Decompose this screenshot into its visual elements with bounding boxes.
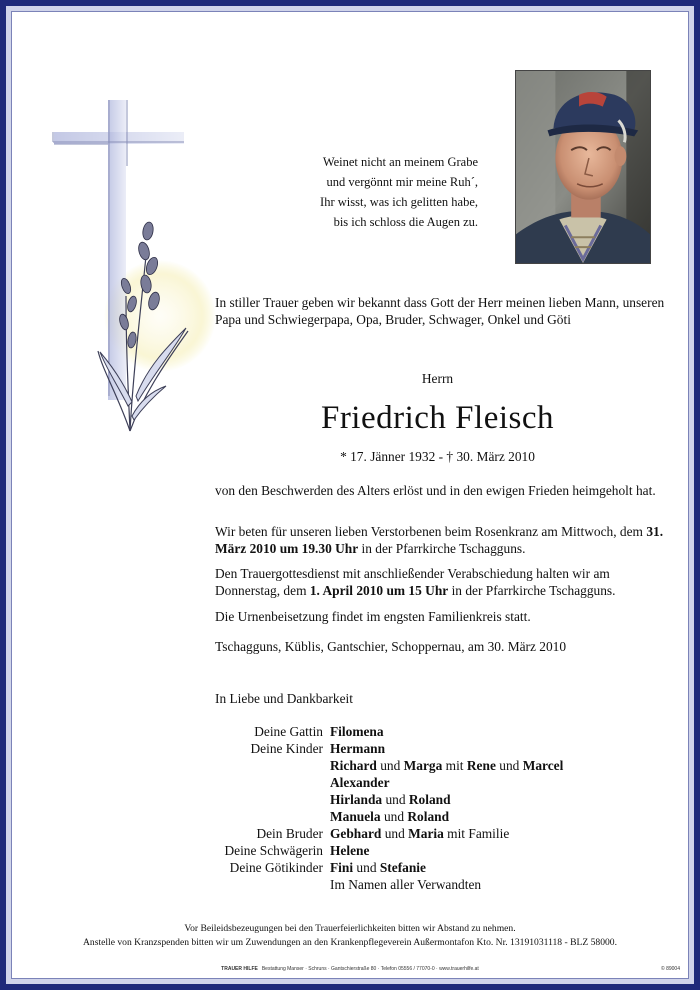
family-connector: und xyxy=(381,826,409,841)
poem xyxy=(238,152,478,232)
family-member-name: Filomena xyxy=(330,724,384,739)
family-member-names xyxy=(330,859,426,876)
family-connector: und xyxy=(376,758,404,773)
funeral-home-imprint xyxy=(0,966,700,972)
copyright-mark: © 89004 xyxy=(661,966,680,972)
family-relation-label: Dein Bruder xyxy=(256,826,323,841)
family-row xyxy=(0,825,700,842)
family-member-name: Hermann xyxy=(330,741,386,756)
family-member-name: Roland xyxy=(407,809,450,824)
footer-notice xyxy=(0,922,700,950)
poem-line: Ihr wisst, was ich gelitten habe, xyxy=(320,195,478,209)
poem-line: bis ich schloss die Augen zu. xyxy=(333,215,478,229)
family-relation-label: Deine Kinder xyxy=(250,741,323,756)
family-member-names xyxy=(330,876,481,893)
family-member-name: Marga xyxy=(403,758,443,773)
family-member-names xyxy=(330,842,369,859)
family-member-name: Gebhard xyxy=(330,826,382,841)
family-member-names xyxy=(330,723,384,740)
closing-phrase: In Liebe und Dankbarkeit xyxy=(215,691,353,706)
family-member-names xyxy=(330,757,563,774)
cross-and-wheat-icon xyxy=(48,96,218,441)
family-member-name: Roland xyxy=(408,792,451,807)
intro-text: In stiller Trauer geben wir bekannt dass Gott der Herr meinen lieben Mann, unseren Papa und Schwiegerpapa, Opa, Bruder, Schwager, Onkel und Göti xyxy=(215,295,665,328)
family-member-name: Marcel xyxy=(522,758,564,773)
family-relation-label: Deine Schwägerin xyxy=(224,843,323,858)
family-connector: mit xyxy=(442,758,467,773)
poem-line: Weinet nicht an meinem Grabe xyxy=(322,155,478,169)
family-row xyxy=(0,876,700,893)
family-member-name: Fini xyxy=(330,860,354,875)
family-member-names xyxy=(330,808,449,825)
family-relation-label: Deine Gattin xyxy=(254,724,323,739)
salutation: Herrn xyxy=(421,371,454,386)
family-member-names xyxy=(330,825,509,842)
family-connector: und xyxy=(353,860,380,875)
footer-donation-note: Anstelle von Kranzspenden bitten wir um Zuwendungen an den Krankenpflegeverein Außermontafon Kto. Nr. 13191031118 - BLZ 58000. xyxy=(82,937,617,948)
family-member-name: Richard xyxy=(330,758,377,773)
family-connector: und xyxy=(380,809,408,824)
family-member-name: Maria xyxy=(408,826,444,841)
family-member-name: Hirlanda xyxy=(330,792,383,807)
portrait-photo xyxy=(515,70,651,264)
paragraph-released: von den Beschwerden des Alters erlöst und in den ewigen Frieden heimgeholt hat. xyxy=(215,483,656,498)
family-member-name: Stefanie xyxy=(379,860,426,875)
family-list xyxy=(0,723,700,893)
family-relation-label: Deine Götikinder xyxy=(229,860,323,875)
paragraph-funeral-service xyxy=(215,565,670,600)
service-datetime: 1. April 2010 um 15 Uhr xyxy=(309,583,449,599)
family-member-names xyxy=(330,740,385,757)
funeral-home-brand: TRAUER HILFE xyxy=(221,966,258,972)
paragraph-urn-burial: Die Urnenbeisetzung findet im engsten Familienkreis statt. xyxy=(215,609,531,624)
family-member-names xyxy=(330,791,451,808)
family-row xyxy=(0,808,700,825)
paragraph-rosary xyxy=(215,523,670,558)
family-row xyxy=(0,859,700,876)
footer-condolence-note: Vor Beileidsbezeugungen bei den Trauerfeierlichkeiten bitten wir Abstand zu nehmen. xyxy=(184,923,516,934)
family-member-name: Helene xyxy=(330,843,370,858)
family-row xyxy=(0,842,700,859)
family-row xyxy=(0,740,700,757)
funeral-home-contact: Bestattung Manser · Schruns · Gantschierstraße 80 · Telefon 05556 / 77070-0 · www.trauerhilfe.at xyxy=(261,966,479,972)
family-member-names xyxy=(330,774,390,791)
rosary-datetime: 31. März 2010 um 19.30 Uhr xyxy=(215,524,664,557)
family-connector: und xyxy=(495,758,523,773)
family-connector: mit Familie xyxy=(443,826,510,841)
family-row xyxy=(0,774,700,791)
place-and-date: Tschagguns, Küblis, Gantschier, Schoppernau, am 30. März 2010 xyxy=(215,639,567,654)
family-member-name: Rene xyxy=(466,758,496,773)
family-connector: Im Namen aller Verwandten xyxy=(330,877,482,892)
family-member-name: Manuela xyxy=(330,809,381,824)
service-text: Den Trauergottesdienst mit anschließender Verabschiedung halten wir am Donnerstag, dem xyxy=(215,566,610,599)
rosary-text: Wir beten für unseren lieben Verstorbenen beim Rosenkranz am Mittwoch, dem xyxy=(215,524,647,539)
life-dates: * 17. Jänner 1932 - † 30. März 2010 xyxy=(340,449,535,464)
family-row xyxy=(0,757,700,774)
rosary-location: in der Pfarrkirche Tschagguns. xyxy=(358,541,526,557)
family-connector: und xyxy=(382,792,409,807)
poem-line: und vergönnt mir meine Ruh´, xyxy=(326,175,478,189)
service-location: in der Pfarrkirche Tschagguns. xyxy=(448,583,616,599)
family-row xyxy=(0,723,700,740)
deceased-name: Friedrich Fleisch xyxy=(320,400,555,436)
family-row xyxy=(0,791,700,808)
family-member-name: Alexander xyxy=(330,775,390,790)
